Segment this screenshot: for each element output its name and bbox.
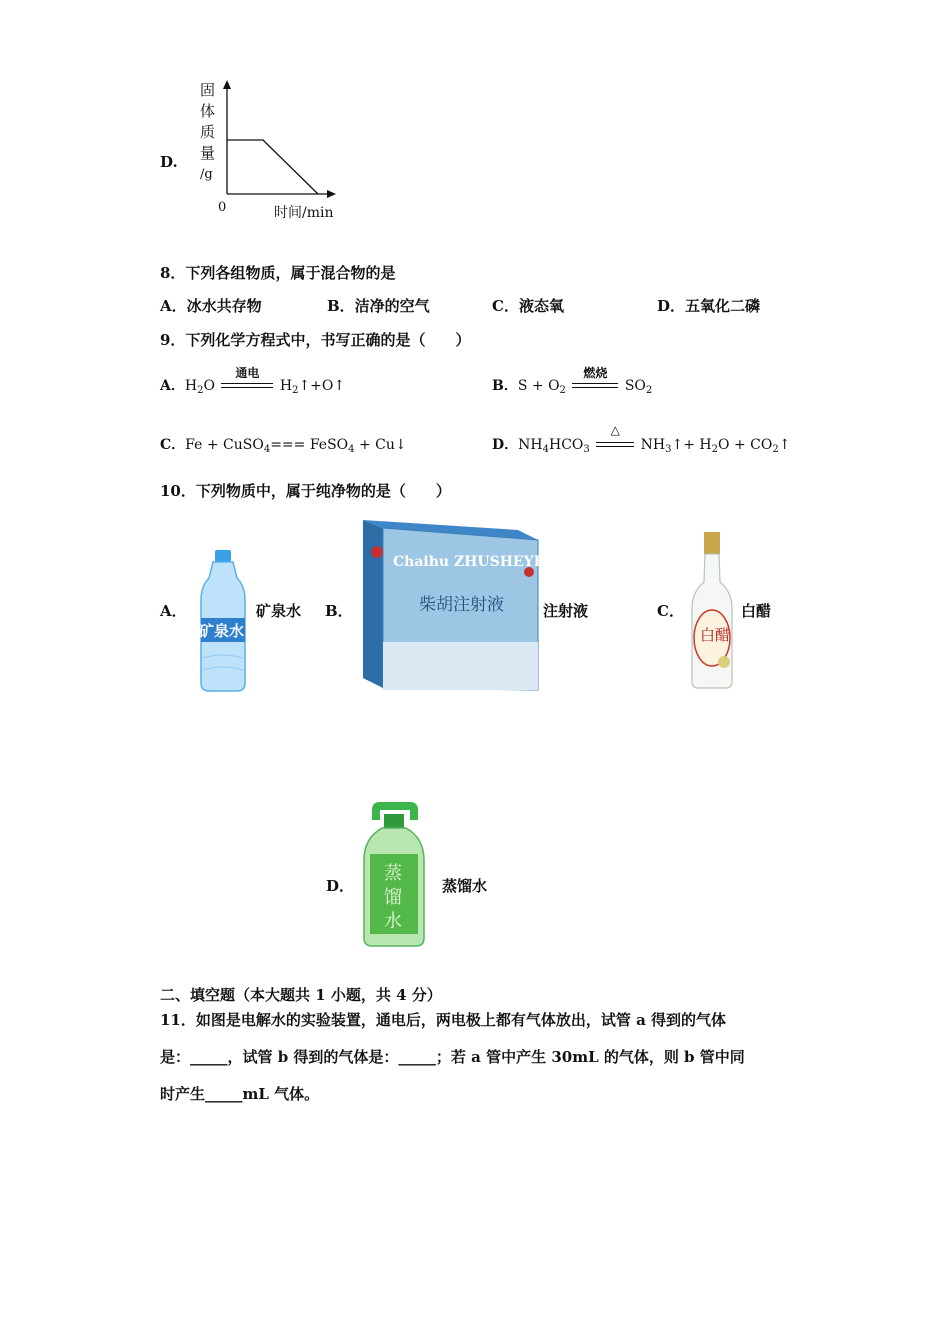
option-label: C． xyxy=(160,437,186,453)
eq-sub: 4 xyxy=(348,444,355,455)
eq-sub: 2 xyxy=(197,385,204,396)
option-label: B． xyxy=(492,378,518,394)
graph-xlabel: 时间/min xyxy=(274,205,334,221)
option-label: D． xyxy=(492,437,519,453)
eq-term: HCO xyxy=(548,437,584,453)
bottle-label-text: 蒸馏水 xyxy=(384,863,402,932)
q11-line-2: 是：_____，试管 b 得到的气体是：_____；若 a 管中产生 30mL 的气体，则 b 管中同 xyxy=(160,1048,745,1066)
eq-term: SO xyxy=(624,378,646,394)
eq-term: H xyxy=(184,378,198,394)
ylabel-char: 质 xyxy=(200,123,216,141)
graph-axes xyxy=(196,78,346,208)
q10-option-a-label: A． xyxy=(160,602,187,620)
eq-term: + Cu↓ xyxy=(354,437,407,453)
ylabel-char: 体 xyxy=(200,102,216,120)
q8-option-d: D．五氧化二磷 xyxy=(657,297,761,315)
q10-option-b-name: 注射液 xyxy=(543,602,589,620)
q10-option-c-name: 白醋 xyxy=(741,602,772,620)
eq-sub: 2 xyxy=(772,444,779,455)
q10-option-d-label: D． xyxy=(326,877,355,895)
distilled-water-bottle-image xyxy=(358,798,430,948)
eq-term: ↑ xyxy=(778,437,791,453)
q8-stem: 8．下列各组物质，属于混合物的是 xyxy=(160,264,396,282)
reaction-condition xyxy=(221,366,273,392)
box-cn-text: 柴胡注射液 xyxy=(419,595,504,615)
bottle-label-text: 矿泉水 xyxy=(199,622,245,640)
bottle-label-text: 白醋 xyxy=(700,626,731,644)
eq-sub: 2 xyxy=(645,385,653,396)
eq-term: NH xyxy=(640,437,666,453)
q9-option-c xyxy=(160,434,407,455)
reaction-condition xyxy=(596,423,634,451)
eq-sub: 3 xyxy=(583,444,590,455)
eq-sub: 2 xyxy=(559,385,566,396)
q11-line-3: 时产生_____mL 气体。 xyxy=(160,1085,320,1103)
q9-stem: 9．下列化学方程式中，书写正确的是（ ） xyxy=(160,331,471,349)
q7-graph xyxy=(196,78,346,223)
q10-option-c-label: C． xyxy=(657,602,684,620)
q8-option-c: C．液态氧 xyxy=(492,297,564,315)
q10-option-b-label: B． xyxy=(325,602,353,620)
q9-option-a xyxy=(160,366,346,396)
ylabel-char: 量 xyxy=(200,144,216,162)
section-title: 二、填空题（本大题共 1 小题，共 4 分） xyxy=(160,986,442,1004)
q9-option-b xyxy=(492,366,653,396)
condition-text: 通电 xyxy=(235,366,260,380)
q8-option-b: B．洁净的空气 xyxy=(327,297,430,315)
eq-term: S + O xyxy=(517,378,560,394)
eq-sub: 4 xyxy=(542,444,549,455)
q9-option-d xyxy=(492,423,791,455)
eq-term: Fe + CuSO xyxy=(185,437,264,453)
eq-term: O + CO xyxy=(718,437,773,453)
eq-sub: 2 xyxy=(292,385,299,396)
white-vinegar-bottle-image xyxy=(688,530,736,690)
eq-sub: 2 xyxy=(711,444,719,455)
q10-option-d-name: 蒸馏水 xyxy=(442,877,488,895)
eq-term: ↑+O↑ xyxy=(298,378,346,394)
eq-term: ↑+ H xyxy=(671,437,712,453)
q11-line-1: 11．如图是电解水的实验装置，通电后，两电极上都有气体放出，试管 a 得到的气体 xyxy=(160,1011,727,1029)
q8-option-a: A．冰水共存物 xyxy=(160,297,262,315)
reaction-condition xyxy=(572,366,618,392)
eq-term: H xyxy=(279,378,293,394)
q10-option-a-name: 矿泉水 xyxy=(256,602,302,620)
condition-text: 燃烧 xyxy=(583,366,608,380)
ylabel-char: /g xyxy=(200,167,213,182)
option-label: A． xyxy=(160,378,185,394)
eq-term: O xyxy=(203,378,215,394)
eq-sub: 4 xyxy=(263,444,271,455)
q7-option-d-label: D. xyxy=(160,153,178,171)
eq-sub: 3 xyxy=(665,444,672,455)
eq-term: NH xyxy=(518,437,543,453)
q10-stem: 10．下列物质中，属于纯净物的是（ ） xyxy=(160,482,451,500)
eq-term: === FeSO xyxy=(270,437,349,453)
mineral-water-bottle-image xyxy=(193,548,253,693)
condition-text: △ xyxy=(610,423,620,437)
injection-box-image xyxy=(353,512,543,694)
box-brand-text: Chaihu ZHUSHEYE xyxy=(393,554,545,570)
graph-origin: 0 xyxy=(218,200,227,215)
ylabel-char: 固 xyxy=(200,81,216,99)
